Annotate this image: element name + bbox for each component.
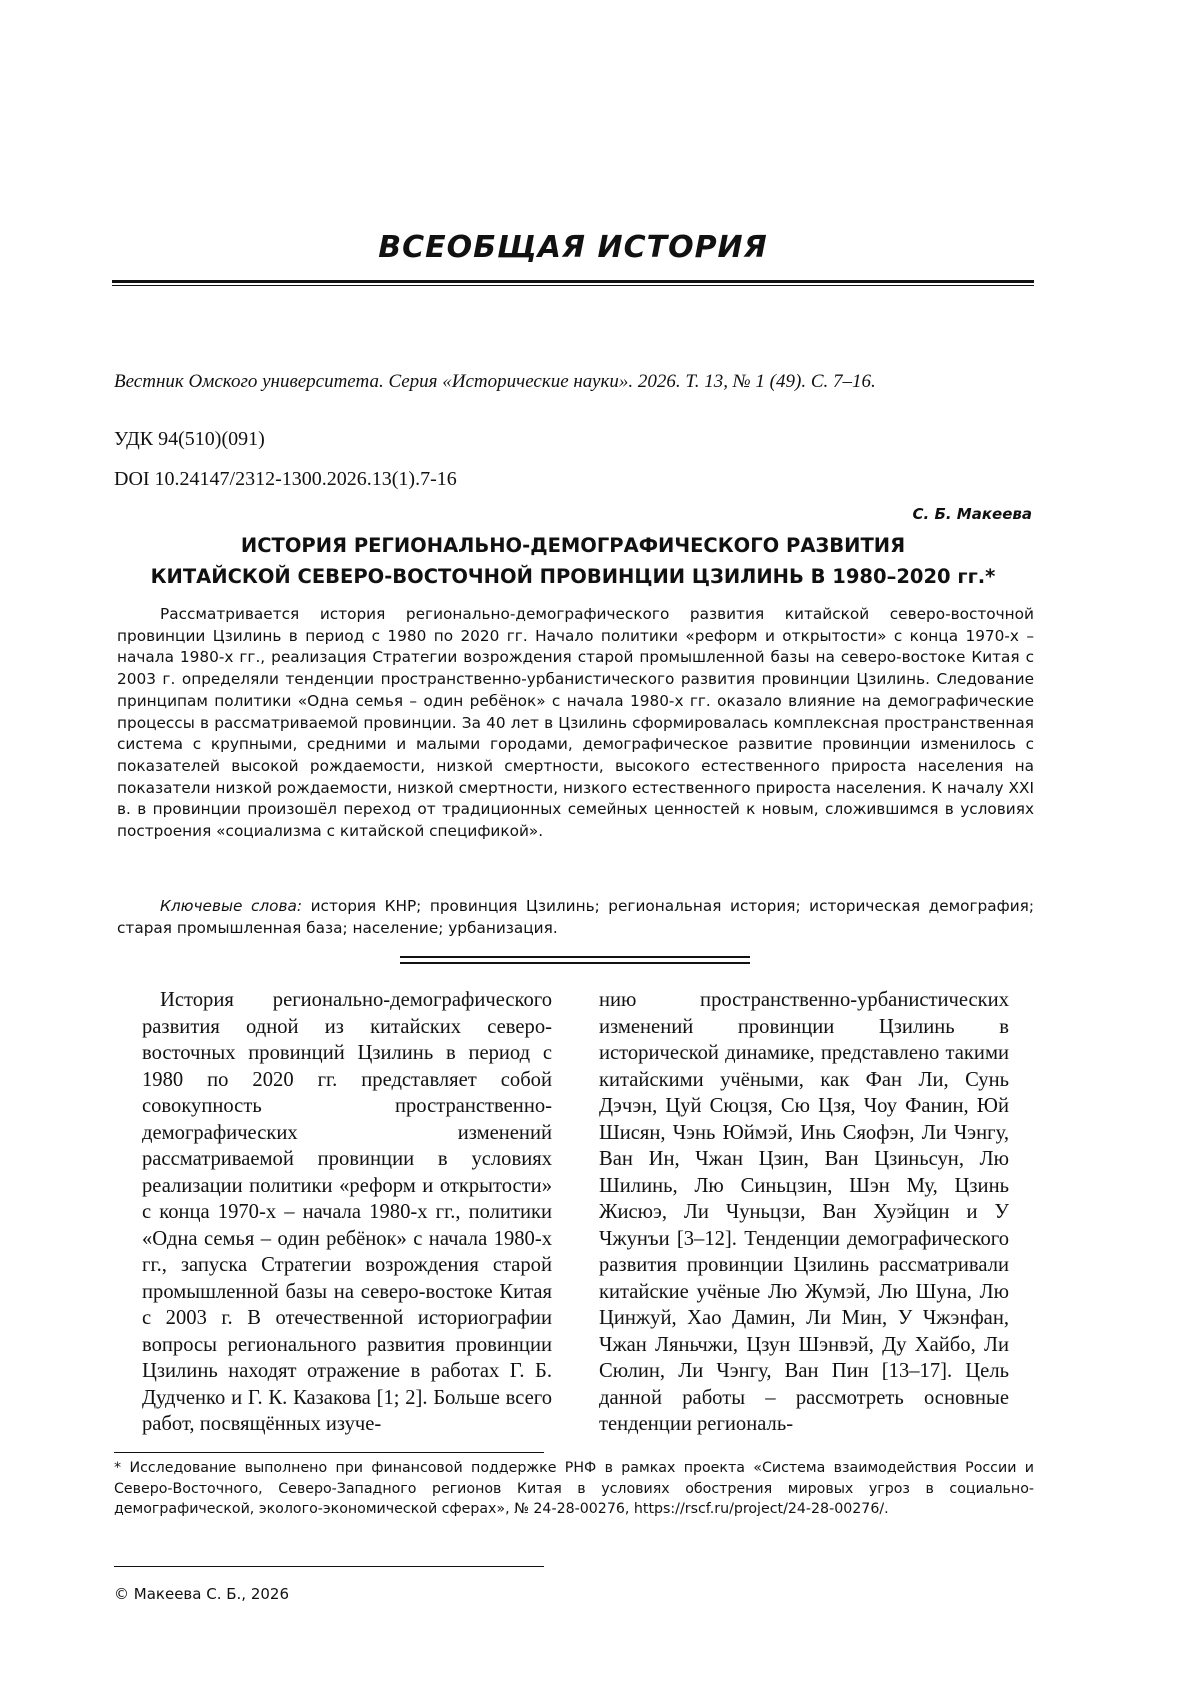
keywords (117, 896, 1034, 939)
section-rule-thick (112, 280, 1034, 283)
section-rule-thin (112, 285, 1034, 286)
footnote-rule (114, 1452, 544, 1453)
author-name: С. Б. Макеева (912, 505, 1032, 523)
body-column-right: нию пространственно-урбанистических изменений провинции Цзилинь в исторической динамике, представлено такими китайскими учёными, как Фан Ли, Сунь Дэчэн, Цуй Сюцзя, Сю Цзя, Чоу Фанин, Юй Шисян, Чэнь Юймэй, Инь Сяофэн, Ли Чэнгу, Ван Ин, Чжан Цзин, Ван Цзиньсун, Лю Шилинь, Лю Синьцзин, Шэн Му, Цзинь Жисюэ, Ли Чуньцзи, Ван Хуэйцин и У Чжунъи [3–12]. Тенденции демографического развития провинции Цзилинь рассматривали китайские учёные Лю Жумэй, Лю Шуна, Лю Цинжуй, Хао Дамин, Ли Мин, У Чжэнфан, Чжан Ляньчжи, Цзун Шэнвэй, Ду Хайбо, Ли Сюлин, Ли Чэнгу, Ван Пин [13–17]. Цель данной работы – рассмотреть основные тенденции региональ- (599, 989, 1009, 1435)
footnote-text: * Исследование выполнено при финансовой поддержке РНФ в рамках проекта «Система взаимодействия России и Северо-Восточного, Северо-Западного регионов Китая в условиях обострения мировых угроз в социально-демографической, эколого-экономической сферах», № 24-28-00276, https://rscf.ru/project/24-28-00276/. (114, 1460, 1034, 1517)
abstract: Рассматривается история регионально-демографического развития китайской северо-восточной провинции Цзилинь в период с 1980 по 2020 гг. Начало политики «реформ и открытости» с конца 1970-х – начала 1980-х гг., реализация Стратегии возрождения старой промышленной базы на северо-востоке Китая с 2003 г. определяли тенденции пространственно-урбанистического развития провинции Цзилинь. Следование принципам политики «Одна семья – один ребёнок» с начала 1980-х гг. оказало влияние на демографические процессы в рассматриваемой провинции. За 40 лет в Цзилинь сформировалась комплексная пространственная система с крупными, средними и малыми городами, демографическое развитие провинции изменилось с показателей высокой рождаемости, низкой смертности, высокого естественного прироста населения на показатели низкой рождаемости, низкой смертности, низкого естественного прироста населения. К началу XXI в. в провинции произошёл переход от традиционных семейных ценностей к новым, сложившимся в условиях построения «социализма с китайской спецификой». (117, 605, 1034, 841)
udk-code: УДК 94(510)(091) (114, 428, 265, 450)
keywords-label: Ключевые слова: (160, 897, 303, 915)
divider-rule-bottom (400, 962, 750, 964)
article-title-line-2: КИТАЙСКОЙ СЕВЕРО-ВОСТОЧНОЙ ПРОВИНЦИИ ЦЗИЛИНЬ В 1980–2020 гг.* (150, 565, 996, 588)
journal-citation: Вестник Омского университета. Серия «Исторические науки». 2026. Т. 13, № 1 (49). С. 7–16. (114, 371, 876, 392)
keywords-list: история КНР; провинция Цзилинь; региональная история; историческая демография; старая промышленная база; население; урбанизация. (117, 897, 1035, 937)
doi-code: DOI 10.24147/2312-1300.2026.13(1).7-16 (114, 468, 457, 490)
article-title (112, 530, 1034, 592)
article-title-line-1: ИСТОРИЯ РЕГИОНАЛЬНО-ДЕМОГРАФИЧЕСКОГО РАЗВИТИЯ (240, 534, 906, 557)
divider-rule-top (400, 956, 750, 958)
copyright: © Макеева С. Б., 2026 (114, 1585, 289, 1603)
copyright-rule (114, 1566, 544, 1567)
section-title: ВСЕОБЩАЯ ИСТОРИЯ (378, 230, 768, 265)
body-column-left: История регионально-демографического развития одной из китайских северо-восточных провинций Цзилинь в период с 1980 по 2020 гг. представляет собой совокупность пространственно-демографических изменений рассматриваемой провинции в условиях реализации политики «реформ и открытости» с конца 1970-х – начала 1980-х гг., политики «Одна семья – один ребёнок» с начала 1980-х гг., запуска Стратегии возрождения старой промышленной базы на северо-востоке Китая с 2003 г. В отечественной историографии вопросы регионального развития провинции Цзилинь находят отражение в работах Г. Б. Дудченко и Г. К. Казакова [1; 2]. Больше всего работ, посвящённых изуче- (142, 989, 552, 1435)
